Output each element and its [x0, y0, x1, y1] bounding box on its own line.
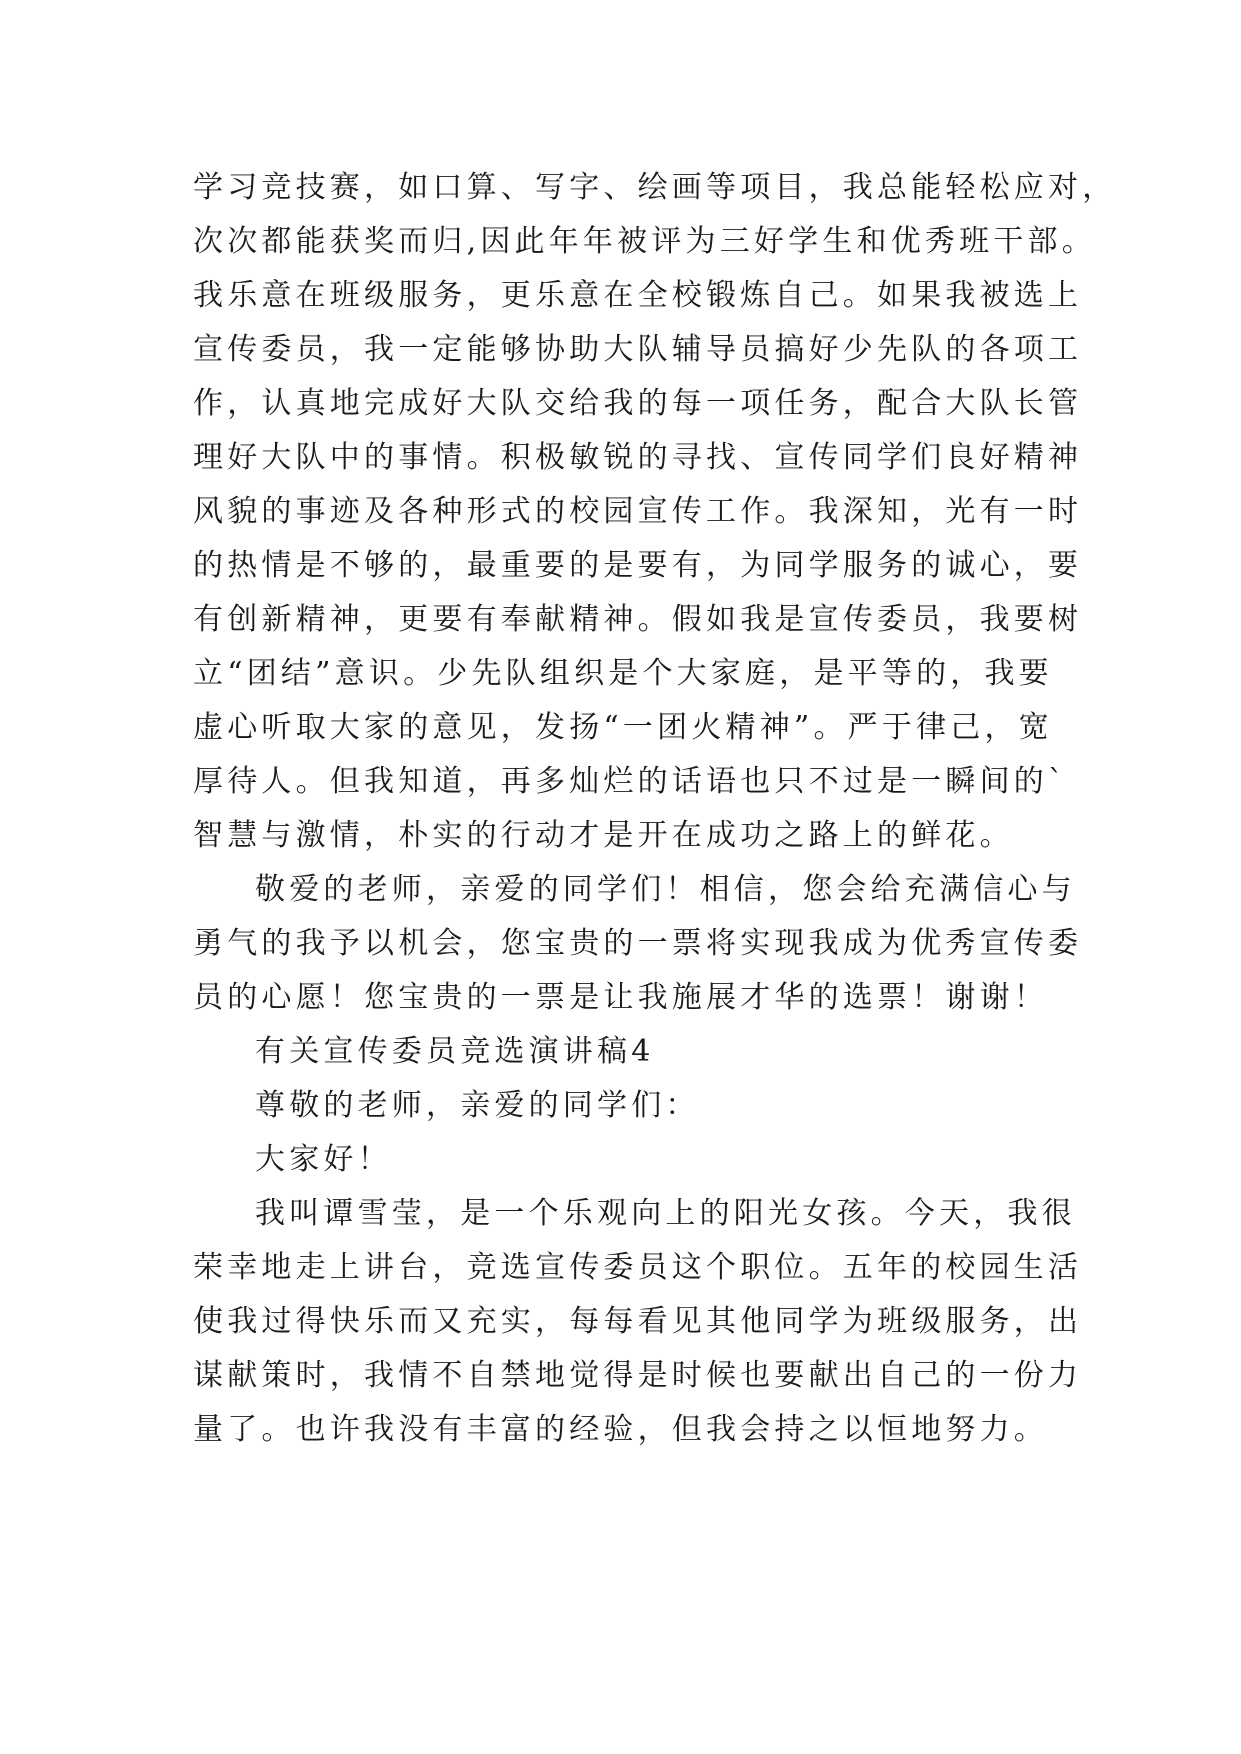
text-line-5: 作，认真地完成好大队交给我的每一项任务，配合大队长管: [193, 386, 1083, 421]
text-line-7: 风貌的事迹及各种形式的校园宣传工作。我深知，光有一时: [193, 494, 1083, 529]
section-title: 有关宣传委员竞选演讲稿4: [255, 1034, 655, 1069]
salutation: 尊敬的老师，亲爱的同学们：: [255, 1088, 700, 1123]
text-line-10: 立“团结”意识。少先队组织是个大家庭，是平等的，我要: [193, 656, 1053, 691]
text-line-2: 次次都能获奖而归,因此年年被评为三好学生和优秀班干部。: [193, 224, 1096, 259]
text-line-6: 理好大队中的事情。积极敏锐的寻找、宣传同学们良好精神: [193, 440, 1083, 475]
document-body: [193, 161, 1117, 1457]
paragraph-start-line-14: 敬爱的老师，亲爱的同学们！相信，您会给充满信心与: [255, 872, 1076, 907]
text-line-1: 学习竞技赛，如口算、写字、绘画等项目，我总能轻松应对，: [193, 170, 1117, 205]
text-line-21: 荣幸地走上讲台，竞选宣传委员这个职位。五年的校园生活: [193, 1250, 1083, 1285]
text-line-11: 虚心听取大家的意见，发扬“一团火精神”。严于律己，宽: [193, 710, 1053, 745]
text-line-22: 使我过得快乐而又充实，每每看见其他同学为班级服务，出: [193, 1304, 1083, 1339]
text-line-4: 宣传委员，我一定能够协助大队辅导员搞好少先队的各项工: [193, 332, 1083, 367]
text-line-24: 量了。也许我没有丰富的经验，但我会持之以恒地努力。: [193, 1412, 1048, 1447]
text-line-23: 谋献策时，我情不自禁地觉得是时候也要献出自己的一份力: [193, 1358, 1083, 1393]
text-line-8: 的热情是不够的，最重要的是要有，为同学服务的诚心，要: [193, 548, 1083, 583]
text-line-13: 智慧与激情，朴实的行动才是开在成功之路上的鲜花。: [193, 818, 1014, 853]
text-line-3: 我乐意在班级服务，更乐意在全校锻炼自己。如果我被选上: [193, 278, 1083, 313]
paragraph-start-line-20: 我叫谭雪莹，是一个乐观向上的阳光女孩。今天，我很: [255, 1196, 1076, 1231]
text-line-15: 勇气的我予以机会，您宝贵的一票将实现我成为优秀宣传委: [193, 926, 1083, 961]
text-line-16: 员的心愿！您宝贵的一票是让我施展才华的选票！谢谢！: [193, 980, 1048, 1015]
greeting: 大家好！: [255, 1142, 392, 1177]
text-line-12: 厚待人。但我知道，再多灿烂的话语也只不过是一瞬间的`: [193, 764, 1068, 799]
text-line-9: 有创新精神，更要有奉献精神。假如我是宣传委员，我要树: [193, 602, 1083, 637]
